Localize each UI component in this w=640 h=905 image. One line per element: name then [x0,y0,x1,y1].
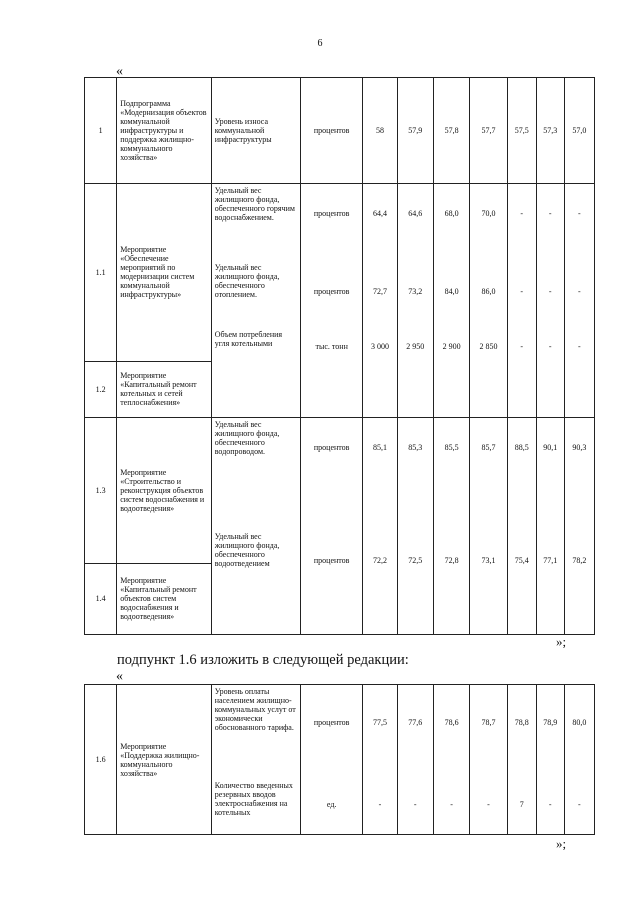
table-row [85,78,595,184]
value: 75,4 [514,556,529,565]
value: - [548,800,552,809]
value: 72,7 [372,287,387,296]
indicator-name: Удельный вес жилищного фонда, обеспеченного отоплением. [214,263,280,299]
value: 85,5 [444,443,459,452]
value: - [548,342,552,351]
indicator-name: Удельный вес жилищного фонда, обеспеченного водопроводом. [214,420,280,456]
indicator-group [211,685,300,835]
value: 72,8 [444,556,459,565]
value: - [578,800,581,809]
value-cell: 58 [363,78,397,184]
value-column [564,685,594,835]
value-column [507,184,536,418]
unit: процентов [313,209,350,218]
table-row [85,685,595,835]
row-number: 1.2 [85,361,117,417]
value-column [564,418,594,635]
indicator-name: Уровень оплаты населением жилищно-коммунальных услут от экономически обоснованного тарифа. [214,687,296,732]
value-column [397,685,433,835]
unit-group [301,685,363,835]
value: - [450,800,453,809]
value-column [363,184,397,418]
page-number: 6 [317,38,323,49]
value: 73,1 [481,556,496,565]
value: - [578,342,581,351]
value: 68,0 [444,209,459,218]
unit-group [301,418,363,635]
value-column [363,685,397,835]
unit: процентов [313,287,350,296]
value: - [520,209,524,218]
value-column [433,418,469,635]
value: 72,2 [372,556,387,565]
section-heading: подпункт 1.6 изложить в следующей редакции: [117,652,409,668]
value: - [487,800,490,809]
indicator-group [211,184,300,418]
value: 85,7 [481,443,496,452]
value: 80,0 [572,718,587,727]
row-number: 1.3 [85,418,117,564]
value: - [520,342,524,351]
value: 64,4 [372,209,387,218]
indicator-name: Уровень износа коммунальной инфраструктуры [211,78,300,184]
unit: процентов [313,443,350,452]
value-column [470,685,507,835]
value-column [433,685,469,835]
indicators-table-2 [84,684,595,835]
value: - [378,800,382,809]
value-column [564,184,594,418]
value: 2 850 [479,342,498,351]
value-column [536,418,564,635]
value-cell: 57,7 [470,78,507,184]
value-cell: 57,9 [397,78,433,184]
unit: процентов [301,78,363,184]
value-column [470,418,507,635]
indicator-name: Объем потребления угля котельными [214,330,283,348]
unit: тыс. тонн [315,342,348,351]
value: 73,2 [408,287,423,296]
value-column [507,685,536,835]
value-column [536,184,564,418]
value: - [548,209,552,218]
program-name: Мероприятие «Строительство и реконструкция объектов систем водоснабжения и водоотведения» [117,418,212,564]
value-cell: 57,8 [433,78,469,184]
value: 88,5 [514,443,529,452]
unit: процентов [313,556,350,565]
value: 90,1 [543,443,558,452]
value: - [578,287,581,296]
value-cell: 57,3 [536,78,564,184]
value: 2 900 [442,342,461,351]
value: 78,8 [514,718,529,727]
value: 78,9 [543,718,558,727]
indicator-name: Удельный вес жилищного фонда, обеспеченного водоотведением [214,532,280,568]
close-quote-1: »; [556,634,567,649]
value: 77,1 [543,556,558,565]
indicators-table [84,77,595,635]
value: 3 000 [370,342,389,351]
value: - [548,287,552,296]
open-quote-1: « [116,64,123,79]
row-number: 1.6 [85,685,117,835]
value: 77,6 [408,718,423,727]
value: - [413,800,417,809]
program-name: Мероприятие «Обеспечение мероприятий по модернизации систем коммунальной инфраструктуры» [117,184,212,362]
value: 86,0 [481,287,496,296]
value: 72,5 [408,556,423,565]
value: 84,0 [444,287,459,296]
unit: ед. [326,800,337,809]
program-name: Мероприятие «Капитальный ремонт объектов систем водоснабжения и водоотведения» [117,563,212,634]
value: 78,7 [481,718,496,727]
unit: процентов [313,718,350,727]
value-column [397,184,433,418]
value: - [520,287,524,296]
close-quote-2: »; [556,836,567,851]
value: 70,0 [481,209,496,218]
program-name: Мероприятие «Поддержка жилищно-коммунального хозяйства» [117,685,212,835]
row-number: 1.4 [85,563,117,634]
value: 85,3 [408,443,423,452]
indicator-name: Количество введенных резервных вводов электроснабжения на котельных [214,781,293,817]
value-cell: 57,5 [507,78,536,184]
value: - [578,209,581,218]
open-quote-2: « [116,669,123,684]
value: 77,5 [372,718,387,727]
indicator-group [211,418,300,635]
value-cell: 57,0 [564,78,594,184]
table-row [85,418,595,564]
indicator-name: Удельный вес жилищного фонда, обеспеченного горячим водоснабжением. [214,186,295,222]
value: 90,3 [572,443,587,452]
value: 78,6 [444,718,459,727]
value-column [470,184,507,418]
value: 2 950 [406,342,425,351]
value: 85,1 [372,443,387,452]
program-name: Мероприятие «Капитальный ремонт котельных и сетей теплоснабжения» [117,361,212,417]
unit-group [301,184,363,418]
value: 78,2 [572,556,587,565]
row-number: 1 [85,78,117,184]
row-number: 1.1 [85,184,117,362]
table-row [85,184,595,362]
value-column [397,418,433,635]
value-column [433,184,469,418]
value-column [536,685,564,835]
program-name: Подпрограмма «Модернизация объектов коммунальной инфраструктуры и поддержка жилищно-коммунального хозяйства» [117,78,212,184]
value-column [363,418,397,635]
value: 64,6 [408,209,423,218]
value: 7 [519,800,524,809]
value-column [507,418,536,635]
